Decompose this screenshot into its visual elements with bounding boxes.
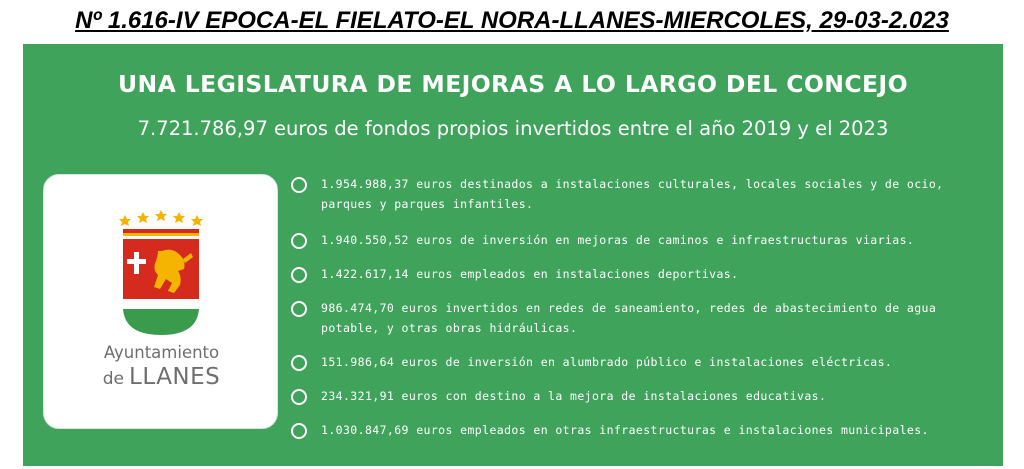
circle-bullet-icon	[291, 301, 307, 317]
ayuntamiento-logo-card	[43, 174, 278, 429]
list-item-text: 986.474,70 euros invertidos en redes de saneamiento, redes de abastecimiento de agua potable, y otras obras hidráulicas.	[321, 301, 937, 335]
circle-bullet-icon	[291, 389, 307, 405]
list-item-text: 1.422.617,14 euros empleados en instalaciones deportivas.	[321, 267, 739, 281]
circle-bullet-icon	[291, 177, 307, 193]
list-item	[291, 352, 991, 372]
circle-bullet-icon	[291, 267, 307, 283]
coat-of-arms-icon	[117, 209, 205, 341]
panel-subtitle: 7.721.786,97 euros de fondos propios invertidos entre el año 2019 y el 2023	[137, 117, 889, 140]
list-item	[291, 264, 991, 284]
circle-bullet-icon	[291, 233, 307, 249]
list-item-text: 1.940.550,52 euros de inversión en mejoras de caminos e infraestructuras viarias.	[321, 233, 915, 247]
list-item	[291, 174, 991, 214]
list-item-text: 1.030.847,69 euros empleados en otras infraestructuras e instalaciones municipales.	[321, 423, 929, 437]
list-item	[291, 230, 991, 250]
logo-text-de: de	[102, 369, 124, 389]
circle-bullet-icon	[291, 423, 307, 439]
list-item-text: 234.321,91 euros con destino a la mejora de instalaciones educativas.	[321, 389, 827, 403]
list-item-text: 1.954.988,37 euros destinados a instalaciones culturales, locales sociales y de ocio, parques y parques infantiles.	[321, 177, 944, 211]
list-item	[291, 420, 991, 440]
list-item-text: 151.986,64 euros de inversión en alumbrado público e instalaciones eléctricas.	[321, 355, 893, 369]
panel-title: UNA LEGISLATURA DE MEJORAS A LO LARGO DEL CONCEJO	[118, 70, 908, 98]
list-item	[291, 386, 991, 406]
newspaper-headline: Nº 1.616-IV EPOCA-EL FIELATO-EL NORA-LLANES-MIERCOLES, 29-03-2.023	[75, 7, 949, 34]
logo-text-de-llanes	[44, 364, 279, 390]
logo-text-llanes: LLANES	[129, 364, 221, 390]
logo-text-ayuntamiento: Ayuntamiento	[103, 343, 220, 362]
info-panel	[23, 44, 1003, 466]
list-item	[291, 298, 991, 338]
circle-bullet-icon	[291, 355, 307, 371]
